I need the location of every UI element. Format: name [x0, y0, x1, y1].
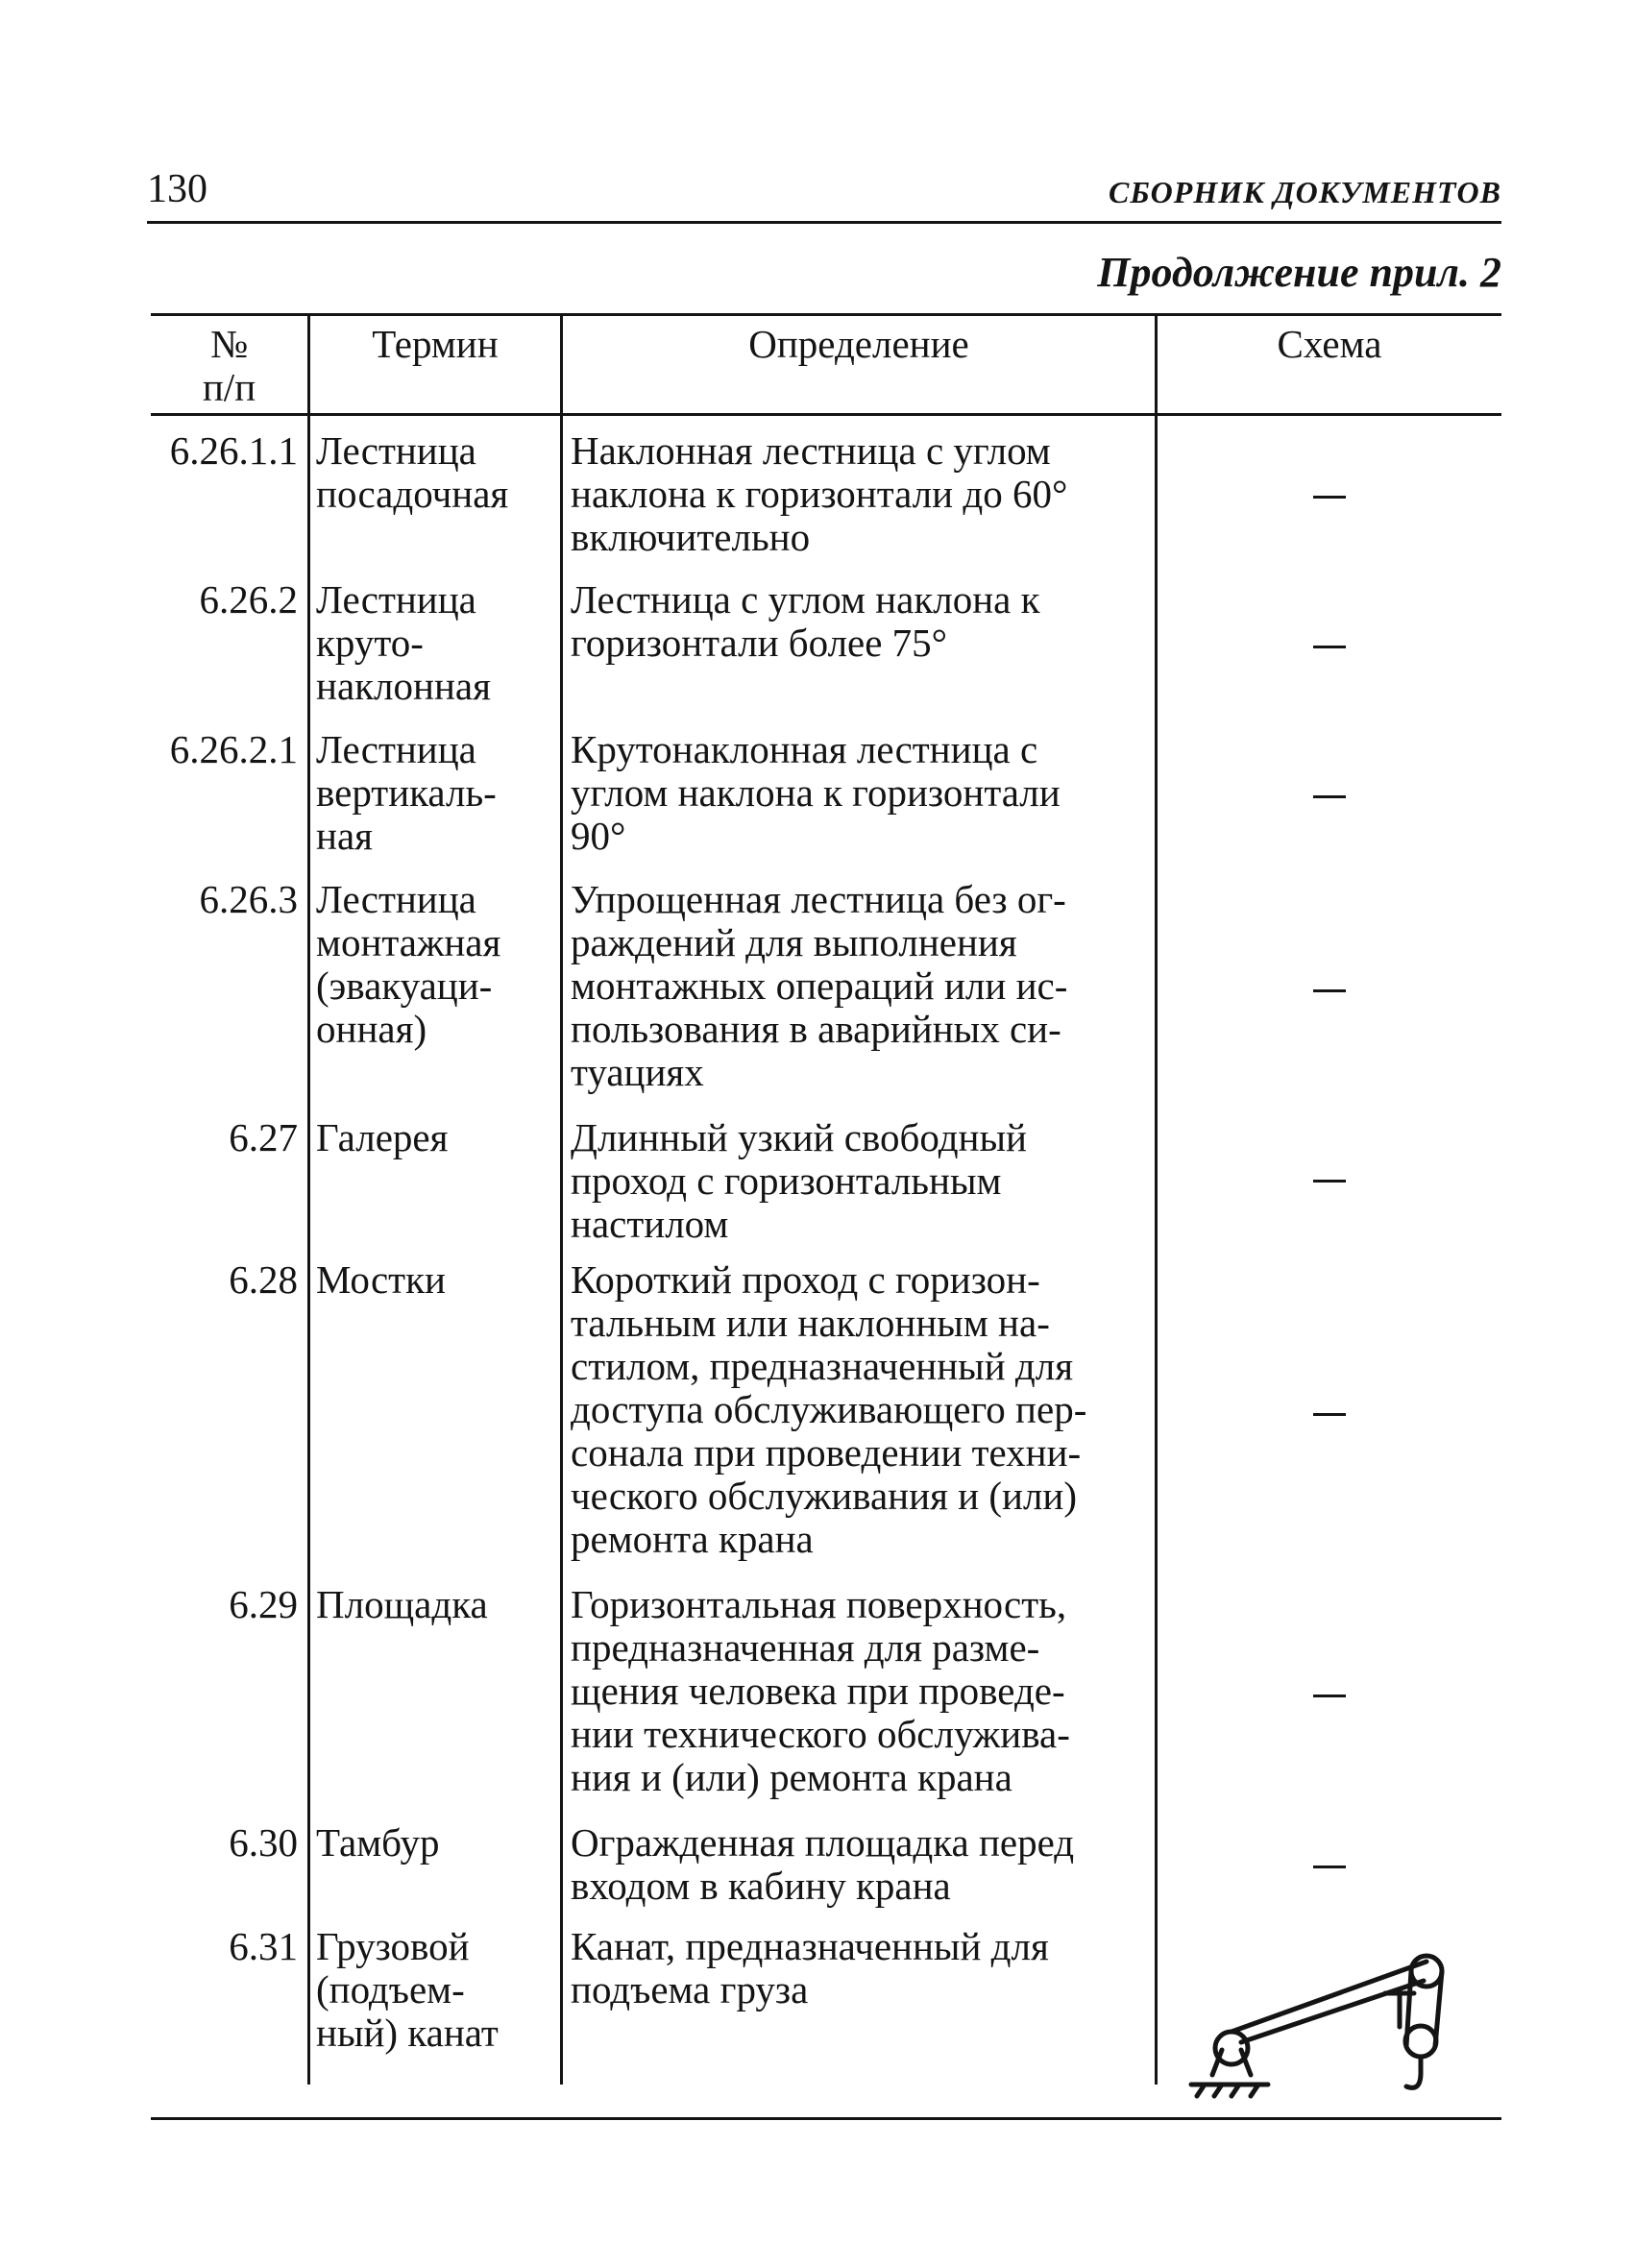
dash-mark	[1313, 1695, 1346, 1697]
row-term: Мостки	[310, 1245, 563, 1570]
row-term: Площадка	[310, 1570, 563, 1808]
row-term: Лестница посадочная	[310, 416, 563, 565]
table-grid	[151, 316, 1501, 2085]
row-number: 6.30	[151, 1808, 310, 1912]
row-number: 6.26.2	[151, 565, 310, 715]
row-definition: Огражденная площадка перед входом в кабину крана	[563, 1808, 1158, 1912]
dash-mark	[1313, 1866, 1346, 1868]
row-term: Лестница монтажная (эвакуаци- онная)	[310, 865, 563, 1103]
row-number: 6.28	[151, 1245, 310, 1570]
hook-pulley-icon	[1405, 2026, 1436, 2057]
row-definition: Крутонаклонная лестница с углом наклона к горизонтали 90°	[563, 715, 1158, 865]
dash-mark	[1313, 989, 1346, 992]
header-col-definition: Определение	[563, 316, 1158, 416]
row-schema	[1158, 1103, 1501, 1245]
row-term: Лестница вертикаль- ная	[310, 715, 563, 865]
row-definition: Наклонная лестница с углом наклона к горизонтали до 60° включительно	[563, 416, 1158, 565]
rope-hoist-diagram	[1172, 1921, 1460, 2113]
page-number: 130	[147, 167, 207, 211]
header-col-term: Термин	[310, 316, 563, 416]
row-schema	[1158, 1808, 1501, 1912]
row-definition: Длинный узкий свободный проход с горизонтальным настилом	[563, 1103, 1158, 1245]
row-definition: Упрощенная лестница без ог- раждений для выполнения монтажных операций или ис- пользования в аварийных си- туациях	[563, 865, 1158, 1103]
row-schema	[1158, 1570, 1501, 1808]
row-schema	[1158, 1245, 1501, 1570]
row-number: 6.29	[151, 1570, 310, 1808]
header-rule	[147, 221, 1501, 224]
row-definition: Лестница с углом наклона к горизонтали более 75°	[563, 565, 1158, 715]
row-definition: Канат, предназначенный для подъема груза	[563, 1912, 1158, 2085]
row-schema	[1158, 865, 1501, 1103]
row-number: 6.27	[151, 1103, 310, 1245]
row-schema	[1158, 715, 1501, 865]
row-term: Галерея	[310, 1103, 563, 1245]
row-number: 6.26.1.1	[151, 416, 310, 565]
row-term: Грузовой (подъем- ный) канат	[310, 1912, 563, 2085]
row-definition: Горизонтальная поверхность, предназначенная для разме- щения человека при проведе- нии технического обслужива- ния и (или) ремонта крана	[563, 1570, 1158, 1808]
terms-table	[151, 313, 1501, 2085]
hook-icon	[1406, 2057, 1421, 2087]
row-number: 6.26.3	[151, 865, 310, 1103]
row-definition: Короткий проход с горизон- тальным или наклонным на- стилом, предназначенный для доступа обслуживающего пер- сонала при проведении техни- ческого обслуживания и (или) ремонта крана	[563, 1245, 1158, 1570]
row-schema	[1158, 565, 1501, 715]
dash-mark	[1313, 795, 1346, 798]
row-term: Тамбур	[310, 1808, 563, 1912]
continuation-label: Продолжение прил. 2	[1097, 249, 1501, 296]
dash-mark	[1313, 646, 1346, 648]
row-number: 6.31	[151, 1912, 310, 2085]
bottom-rule	[151, 2117, 1501, 2120]
dash-mark	[1313, 1180, 1346, 1183]
row-schema	[1158, 416, 1501, 565]
row-term: Лестница круто- наклонная	[310, 565, 563, 715]
dash-mark	[1313, 1413, 1346, 1416]
header-col-number: № п/п	[151, 316, 310, 416]
dash-mark	[1313, 496, 1346, 499]
running-title: СБОРНИК ДОКУМЕНТОВ	[1108, 175, 1501, 209]
header-col-schema: Схема	[1158, 316, 1501, 416]
row-number: 6.26.2.1	[151, 715, 310, 865]
